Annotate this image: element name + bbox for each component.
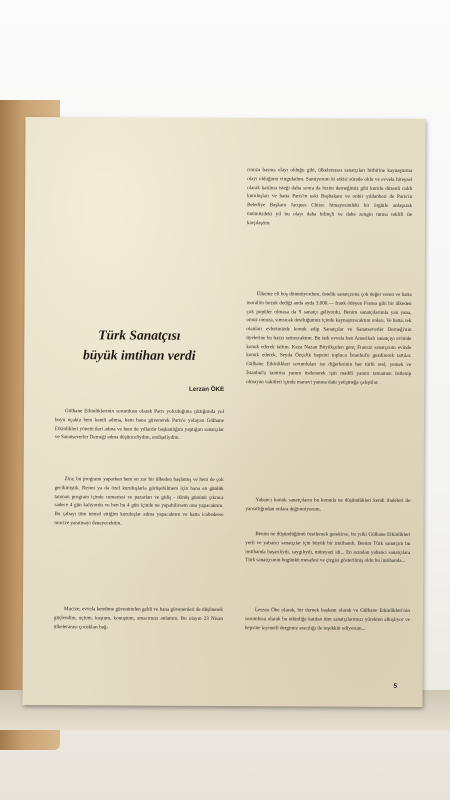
paragraph: Yabancı konuk sanatçıların bu konuda ne düşündükleri kendi ifadeleri ile yansıttığından onlara değinmiyorum. xyxy=(245,497,411,513)
paragraph: Lerzan Öke olarak, bir dernek başkanı olarak ve Gülhane Etkinlikleri'nin sorumlusu olarak bu etkinliğe katılan tüm sanatçılarımızı yürekten alkışlıyor ve hepsine kıymetli dergimiz aracılığı ile teşekkür ediyorum... xyxy=(244,607,410,632)
left-column xyxy=(53,117,225,706)
paragraph: Gülhane Etkinliklerinin sorumlusu olarak Paris yolculuğuna çıktığımda yol boyu uçakta hem kendi adıma, hem bana güvenerek Paris'e yolayan Gülhane Etkinlikleri yöneticileri adına ve hem de yıllardır başkanlığını yaptığım sanatçılar ve Sanatseverler Derneği adına düşünceliydim, endişeliydim. xyxy=(54,408,225,442)
right-column xyxy=(244,118,412,707)
author-byline: Lerzan ÖKE xyxy=(189,385,225,394)
magazine-page xyxy=(22,117,425,707)
title-line-2: büyük imtihan verdi xyxy=(82,347,196,363)
paragraph: Benim ne düşündüğümü özetlemek gerekirse, bu yılki Gülhane Etkinlikleri yerli ve yabancı sanatçılar için büyük bir imtihandı. Benim Türk sanatçım bu imtihanda başarılıydı, saygılıydı, müteyazi idi... En azından yabancı sanatçılara Türk sanatçısının bugünkü mesafesi ve çizgisi gösterilmiş oldu bu imtihanda... xyxy=(245,531,411,565)
paragraph: Ülkeme eli boş dönmüyordum, üstelik sanatçısına çok değer veren ve hatta moralim bozuk dediği anda ayda 3.000.— frank ödeyen Fransa gibi bir ülkeden çok popüler olmasa da 9 sanatçı geliyordu. Benim sanatçılarımla yan yana, omuz omuza, sımsıcak dostluğumuz içinde kaynaştıracaktım onları. Ve hatta, tek olanları evlerimizde konuk edip Sanatçılar ve Sanatseverler Derneği'nin üyelerine bu hazzı tattıracaktım. Bu tadı evvela ben Amerikalı sanatçıyı evimde konuk ederek tattım. Keza Nazan Büyükçelen genç Fransız sanatçısını evinde konuk ederek, Seyda Özçelik hepsini topluca İstanbul'u gezdirerek tattılar. Gülhane Etkinlikleri sorumluları ise diğerlerinin her türlü otel, yemek ve İstanbul'u tanıtma yanını üstlenerek işin maddi yanını tamamen üstlenip olmayan vakitleri içinde manevi yanına dahi yetişmeğe çalıştılar. xyxy=(246,291,412,386)
paragraph: rımıza basma olayı olduğu gibi, ülkelerarası sanatçıları birbirine kaynaştırma olayı olduğunu vurguladım. Samiyorum ki etkisi süratle oldu ve evvela bireysel olarak katılma isteği daha sonra da bizim derneğimiz gibi kurulu düzenli ciddi kuruluşları ve hatta Paris'in eski Başbakanı ve onbir yıldanberi de Paris'in Belediye Başkanı Jacques Chirac himayesindeki bir örgütle anlaşarak önümüzdeki yıl bu olayı daha bilinçli ve daha zengin tutma teklifi ile karşılaştım. xyxy=(246,167,413,226)
paragraph: Zira; bu programı yaparken hem en zor bir ülkeden başlamış ve hem de çok gecikmiştik. Resmi ya da özel kuruluşlarla görüşebilmem için bana en günlük tanınan program içinde cumartesi ve pazarları ve gidiş - dönüş gününü çıkınca sadece 4 gün kalıyordu ve ben bu 4 gün içinde ne yapabilirsem onu yapacaktım. Bu çabayı tüm temsil ettiğim kuruluşlar adına yapacaktım ve hatta icabederse mucize yaratmayı deneyecektim. xyxy=(54,476,224,527)
paragraph: Mucize; evvela kendime güvenimden geldi ve bana güvenenleri de düşünerek güçlendim, uçtum, koştum, konuştum, amacımızı anlattım. Bu olayın 23 Nisan ülkelerarası çocukları bağ- xyxy=(53,606,223,630)
article-title xyxy=(54,325,224,366)
title-line-1: Türk Sanatçısı xyxy=(98,327,181,343)
page-number: 5 xyxy=(393,682,398,690)
